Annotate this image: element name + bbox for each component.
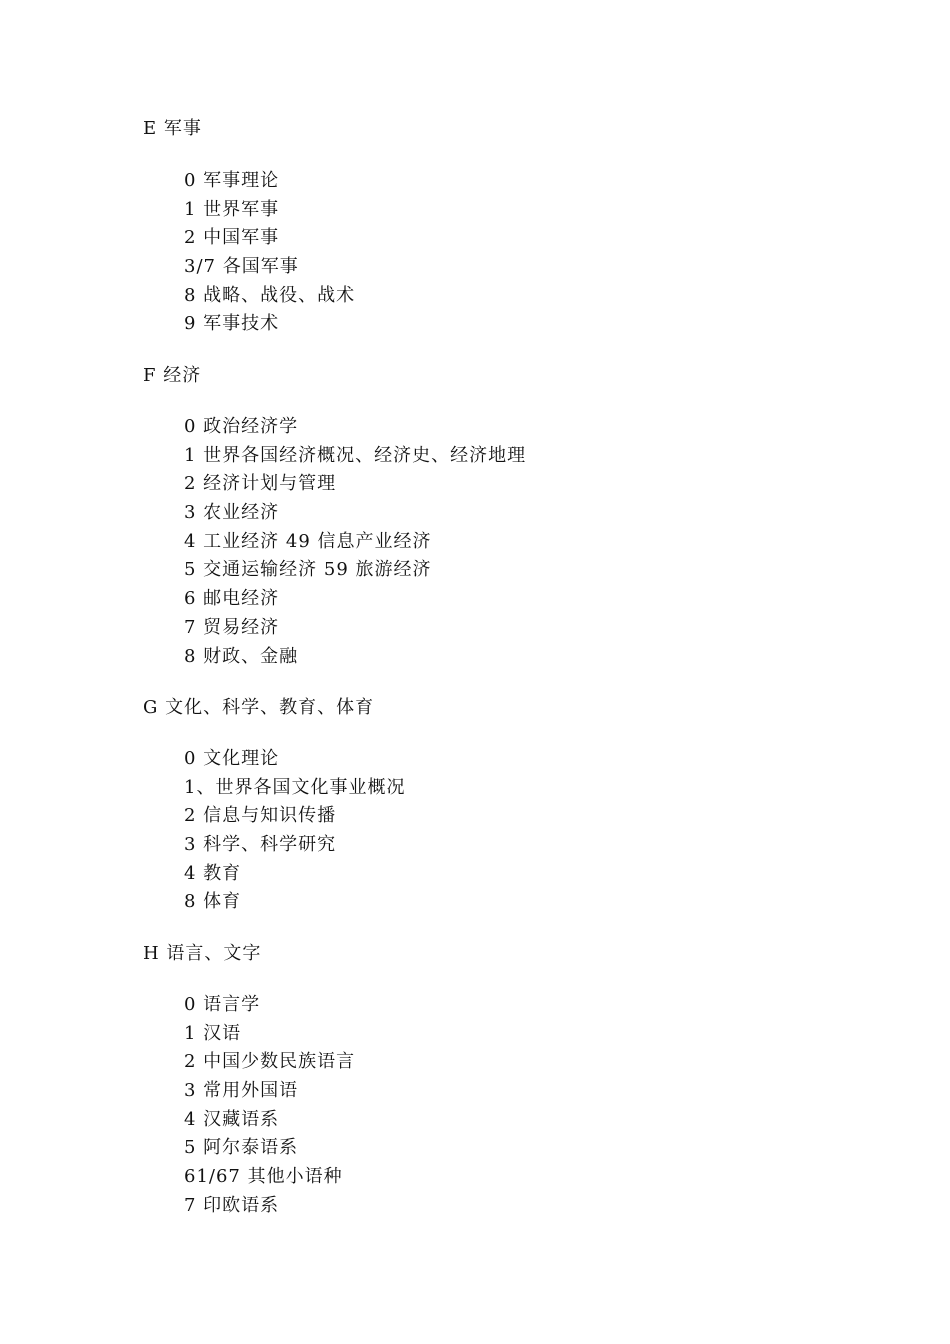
list-item: 7 贸易经济 [184, 617, 280, 638]
list-item: 1 世界各国经济概况、经济史、经济地理 [184, 445, 527, 466]
list-item: 3 常用外国语 [184, 1080, 299, 1101]
list-item: 8 战略、战役、战术 [184, 285, 356, 306]
section-heading: G 文化、科学、教育、体育 [143, 697, 375, 718]
list-item: 0 语言学 [184, 994, 261, 1015]
list-item: 1 汉语 [184, 1023, 242, 1044]
list-item: 9 军事技术 [184, 313, 280, 334]
list-item: 2 中国军事 [184, 227, 280, 248]
list-item: 0 政治经济学 [184, 416, 299, 437]
section-heading: F 经济 [143, 365, 202, 386]
list-item: 61/67 其他小语种 [184, 1166, 343, 1187]
section-heading: H 语言、文字 [143, 943, 262, 964]
list-item: 3/7 各国军事 [184, 256, 299, 277]
list-item: 0 军事理论 [184, 170, 280, 191]
list-item: 3 农业经济 [184, 502, 280, 523]
list-item: 4 工业经济 49 信息产业经济 [184, 531, 432, 552]
list-item: 2 信息与知识传播 [184, 805, 337, 826]
list-item: 1 世界军事 [184, 199, 280, 220]
list-item: 0 文化理论 [184, 748, 280, 769]
list-item: 8 财政、金融 [184, 646, 299, 667]
list-item: 5 交通运输经济 59 旅游经济 [184, 559, 432, 580]
list-item: 1、世界各国文化事业概况 [184, 777, 406, 798]
list-item: 7 印欧语系 [184, 1195, 280, 1216]
list-item: 2 经济计划与管理 [184, 473, 337, 494]
list-item: 4 汉藏语系 [184, 1109, 280, 1130]
list-item: 2 中国少数民族语言 [184, 1051, 356, 1072]
list-item: 5 阿尔泰语系 [184, 1137, 299, 1158]
list-item: 4 教育 [184, 863, 242, 884]
section-heading: E 军事 [143, 118, 202, 139]
list-item: 6 邮电经济 [184, 588, 280, 609]
list-item: 3 科学、科学研究 [184, 834, 337, 855]
list-item: 8 体育 [184, 891, 242, 912]
